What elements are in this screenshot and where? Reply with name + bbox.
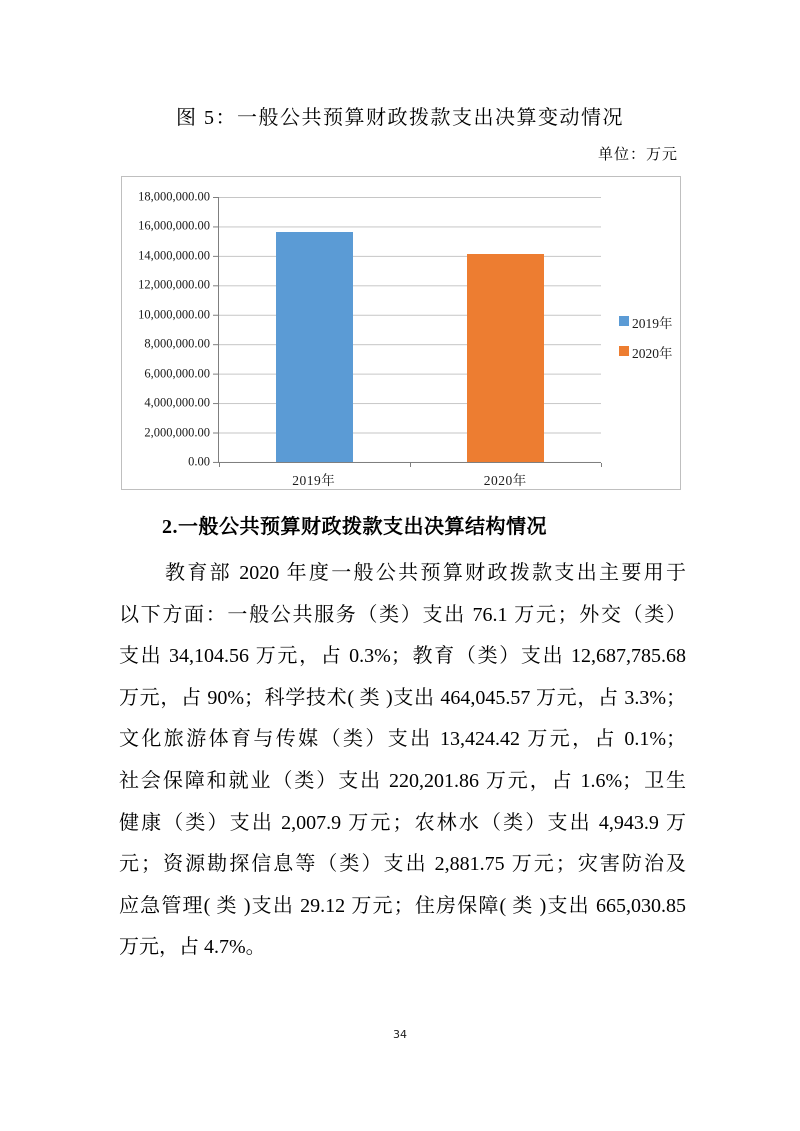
y-tick-label: 8,000,000.00	[144, 336, 210, 351]
y-axis-tick-labels	[122, 189, 210, 469]
x-axis-tick	[410, 463, 411, 467]
paragraph-line: 元；资源勘探信息等（类）支出 2,881.75 万元；灾害防治及	[119, 853, 686, 876]
x-axis-tick	[219, 463, 220, 467]
legend-label: 2020年	[632, 346, 673, 361]
x-axis-tick	[601, 463, 602, 467]
y-tick-label: 6,000,000.00	[144, 366, 210, 381]
body-paragraph	[119, 553, 686, 969]
bar-category	[219, 197, 410, 462]
figure-title: 图 5：一般公共预算财政拨款支出决算变动情况	[176, 107, 624, 129]
y-tick-label: 18,000,000.00	[138, 189, 210, 204]
y-tick-label: 12,000,000.00	[138, 277, 210, 292]
paragraph-line: 应急管理( 类 )支出 29.12 万元；住房保障( 类 )支出 665,030.85	[119, 894, 686, 917]
paragraph-line: 健康（类）支出 2,007.9 万元；农林水（类）支出 4,943.9 万	[119, 811, 686, 834]
y-tick-label: 2,000,000.00	[144, 425, 210, 440]
chart-legend	[619, 312, 673, 372]
x-axis-label: 2020年	[483, 473, 527, 488]
y-tick-label: 10,000,000.00	[138, 307, 210, 322]
bar-category	[410, 197, 601, 462]
unit-label: 单位：万元	[597, 147, 678, 163]
legend-swatch-icon	[619, 316, 629, 326]
page-number: 34	[393, 1028, 407, 1041]
chart-plot-area	[218, 197, 601, 463]
paragraph-line: 文化旅游体育与传媒（类）支出 13,424.42 万元，占 0.1%；	[119, 728, 686, 751]
paragraph-line: 社会保障和就业（类）支出 220,201.86 万元，占 1.6%；卫生	[119, 769, 686, 792]
x-axis-labels	[218, 469, 601, 491]
bar-2019年	[276, 232, 353, 462]
y-tick-label: 16,000,000.00	[138, 218, 210, 233]
legend-item	[619, 312, 673, 332]
legend-swatch-icon	[619, 346, 629, 356]
section-heading: 2.一般公共预算财政拨款支出决算结构情况	[162, 516, 547, 538]
legend-item	[619, 342, 673, 362]
x-axis-label: 2019年	[292, 473, 336, 488]
paragraph-line: 支出 34,104.56 万元，占 0.3%；教育（类）支出 12,687,785.68	[119, 645, 686, 668]
paragraph-line: 以下方面：一般公共服务（类）支出 76.1 万元；外交（类）	[119, 603, 686, 626]
bar-chart	[121, 176, 681, 490]
y-tick-label: 14,000,000.00	[138, 248, 210, 263]
legend-label: 2019年	[632, 316, 673, 331]
y-tick-label: 0.00	[188, 454, 210, 469]
bar-2020年	[467, 254, 544, 462]
paragraph-line: 万元，占 4.7%。	[119, 936, 266, 959]
paragraph-line: 万元，占 90%；科学技术( 类 )支出 464,045.57 万元，占 3.3%；	[119, 686, 686, 709]
y-tick-label: 4,000,000.00	[144, 395, 210, 410]
y-axis-ticks	[213, 197, 218, 463]
paragraph-line: 教育部 2020 年度一般公共预算财政拨款支出主要用于	[165, 562, 686, 584]
